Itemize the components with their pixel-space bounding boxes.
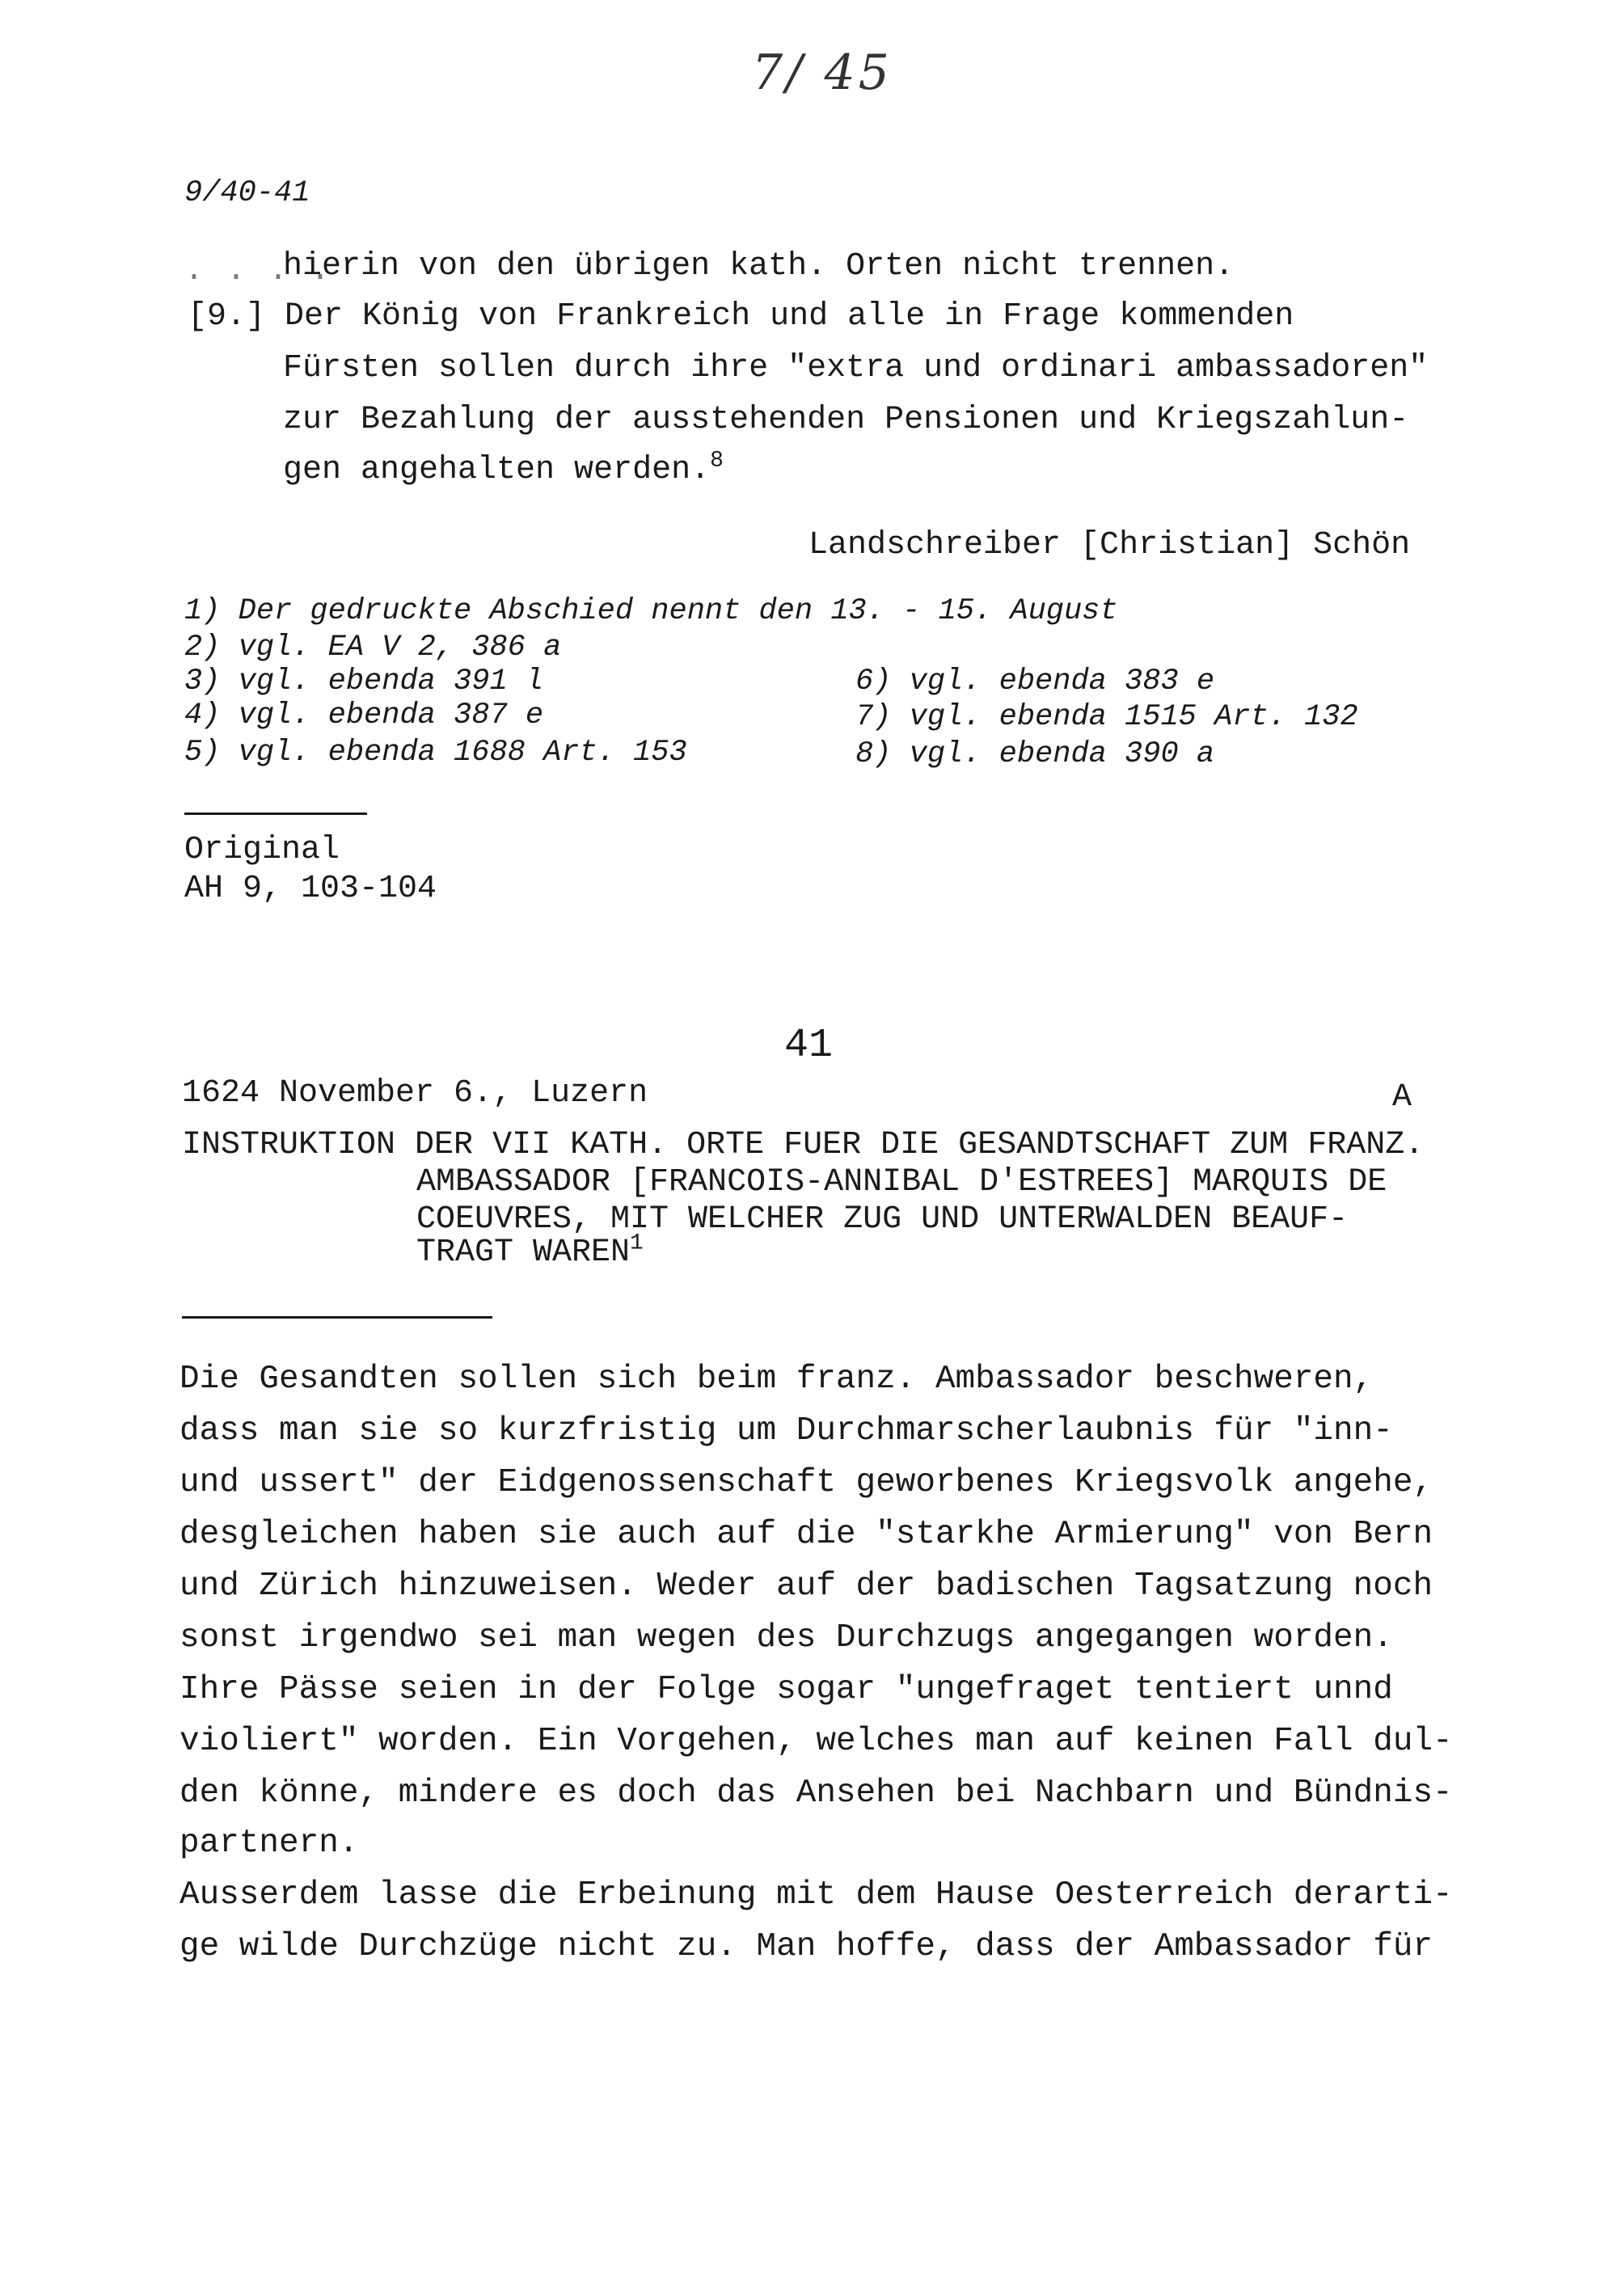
document-number: 41: [784, 1023, 834, 1069]
footnote: 4) vgl. ebenda 387 e: [184, 699, 544, 732]
source-type: Original: [184, 832, 340, 868]
document-reference: 9/40-41: [184, 176, 310, 210]
continuation-dots: . . . .: [184, 253, 332, 289]
body-line: und ussert" der Eidgenossenschaft geworbenes Kriegsvolk angehe,: [179, 1464, 1433, 1501]
footnote: 1) Der gedruckte Abschied nennt den 13. - 15. August: [184, 594, 1118, 628]
footnote: 2) vgl. EA V 2, 386 a: [184, 631, 562, 665]
body-line: und Zürich hinzuweisen. Weder auf der badischen Tagsatzung noch: [179, 1568, 1433, 1605]
date-place: 1624 November 6., Luzern: [182, 1075, 648, 1112]
footnote: 8) vgl. ebenda 390 a: [855, 737, 1215, 771]
footnote: 6) vgl. ebenda 383 e: [855, 665, 1215, 699]
text-line: gen angehalten werden.$^8$: [283, 448, 724, 488]
body-line: violiert" worden. Ein Vorgehen, welches man auf keinen Fall dul-: [179, 1723, 1453, 1760]
footnote-ref: 1: [630, 1230, 644, 1256]
title-line: INSTRUKTION DER VII KATH. ORTE FUER DIE GESANDTSCHAFT ZUM FRANZ.: [182, 1127, 1425, 1163]
footnote: 3) vgl. ebenda 391 l: [184, 665, 544, 699]
title-line: TRAGT WAREN$^1$: [416, 1230, 644, 1271]
title-line: COEUVRES, MIT WELCHER ZUG UND UNTERWALDEN BEAUF-: [416, 1201, 1349, 1238]
text-line: Fürsten sollen durch ihre "extra und ordinari ambassadoren": [283, 350, 1429, 386]
source-archive: AH 9, 103-104: [184, 871, 437, 907]
body-line: Ausserdem lasse die Erbeinung mit dem Hause Oesterreich derarti-: [179, 1876, 1453, 1914]
footnote: 7) vgl. ebenda 1515 Art. 132: [855, 700, 1358, 734]
body-line: desgleichen haben sie auch auf die "starkhe Armierung" von Bern: [179, 1516, 1433, 1553]
document-letter: A: [1392, 1079, 1412, 1116]
text-line: zur Bezahlung der ausstehenden Pensionen und Kriegszahlun-: [283, 402, 1409, 438]
text-line: [9.] Der König von Frankreich und alle in Frage kommenden: [188, 298, 1294, 335]
footnote: 5) vgl. ebenda 1688 Art. 153: [184, 736, 687, 770]
signature: Landschreiber [Christian] Schön: [808, 527, 1411, 563]
handwritten-folio: 7/ 45: [752, 44, 893, 101]
body-line: ge wilde Durchzüge nicht zu. Man hoffe, dass der Ambassador für: [179, 1928, 1433, 1965]
text-line: hierin von den übrigen kath. Orten nicht trennen.: [283, 248, 1235, 285]
separator-rule: [184, 812, 367, 815]
body-line: Die Gesandten sollen sich beim franz. Ambassador beschweren,: [179, 1361, 1374, 1398]
footnote-ref: 8: [710, 448, 724, 474]
body-line: sonst irgendwo sei man wegen des Durchzugs angegangen worden.: [179, 1619, 1393, 1657]
body-line: partnern.: [179, 1825, 359, 1862]
body-line: den könne, mindere es doch das Ansehen bei Nachbarn und Bündnis-: [179, 1775, 1453, 1812]
title-line: AMBASSADOR [FRANCOIS-ANNIBAL D'ESTREES] MARQUIS DE: [416, 1164, 1387, 1201]
body-line: dass man sie so kurzfristig um Durchmarscherlaubnis für "inn-: [179, 1412, 1393, 1450]
separator-rule: [182, 1316, 492, 1319]
body-line: Ihre Pässe seien in der Folge sogar "ungefraget tentiert unnd: [179, 1671, 1393, 1708]
